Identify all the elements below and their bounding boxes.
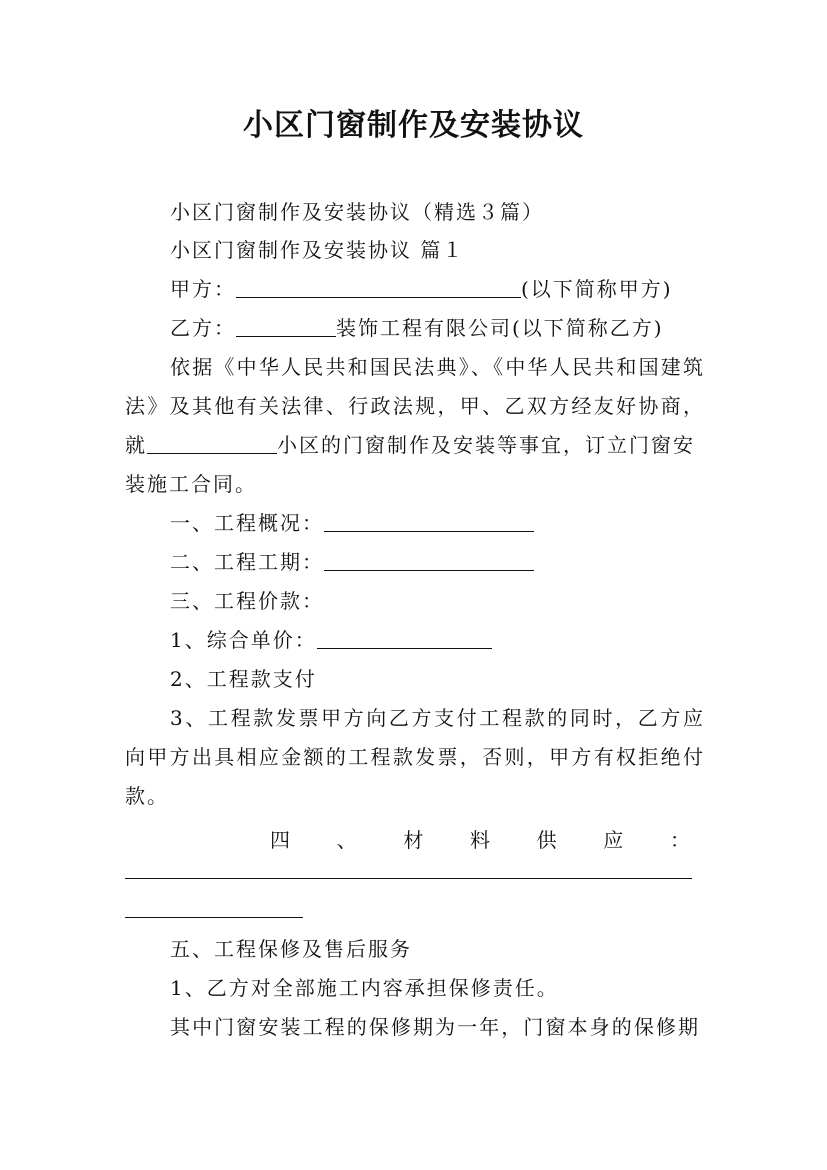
section-heading: 小区门窗制作及安装协议 篇１: [170, 238, 465, 262]
item-4-char: 供: [536, 828, 557, 852]
item-4-char: ：: [669, 828, 690, 852]
item-3-1-line: [170, 628, 705, 652]
intro-line-3: [125, 433, 705, 457]
intro-line-2: 法》及其他有关法律、行政法规，甲、乙双方经友好协商，: [125, 394, 705, 418]
party-b-label: 乙方：: [170, 316, 236, 340]
item-4-blank-line-2: [125, 917, 303, 918]
item-3-heading: 三、工程价款：: [170, 589, 324, 613]
party-a-suffix: (以下简称甲方): [521, 277, 673, 301]
item-5-1: 1、乙方对全部施工内容承担保修责任。: [170, 976, 559, 1000]
item-3-1-label: 1、综合单价：: [170, 628, 317, 652]
item-4-char: 材: [403, 828, 424, 852]
item-4-char: 应: [603, 828, 624, 852]
party-a-line: [170, 277, 705, 301]
document-title: 小区门窗制作及安装协议: [243, 108, 584, 143]
party-a-blank: [236, 277, 521, 298]
item-5-2: 其中门窗安装工程的保修期为一年，门窗本身的保修期: [170, 1015, 700, 1039]
item-3-3-line-2: 向甲方出具相应金额的工程款发票，否则，甲方有权拒绝付: [125, 745, 705, 769]
item-3-1-blank: [317, 628, 492, 649]
intro-line-4: 装施工合同。: [125, 472, 257, 496]
item-4-heading: [170, 824, 690, 853]
item-2-blank: [324, 550, 534, 571]
item-2-label: 二、工程工期：: [170, 550, 324, 574]
party-b-blank: [236, 316, 336, 337]
intro-line-3-suffix: 小区的门窗制作及安装等事宜，订立门窗安: [277, 433, 695, 457]
item-3-3-line-3: 款。: [125, 784, 169, 808]
intro-line-3-prefix: 就: [125, 433, 147, 457]
item-4-blank-line-1: [125, 878, 692, 879]
item-1-blank: [324, 511, 534, 532]
subtitle: 小区门窗制作及安装协议（精选３篇）: [170, 200, 544, 224]
item-3-2: 2、工程款支付: [170, 667, 317, 691]
item-5-heading: 五、工程保修及售后服务: [170, 937, 412, 961]
item-3-3-line-1: 3、工程款发票甲方向乙方支付工程款的同时，乙方应: [170, 706, 705, 730]
party-a-label: 甲方：: [170, 277, 236, 301]
item-2-line: [170, 550, 705, 574]
item-1-label: 一、工程概况：: [170, 511, 324, 535]
party-b-suffix: 装饰工程有限公司(以下简称乙方): [336, 316, 664, 340]
item-1-line: [170, 511, 705, 535]
intro-line-1: 依据《中华人民共和国民法典》、《中华人民共和国建筑: [170, 355, 705, 379]
item-4-char: 料: [469, 828, 490, 852]
party-b-line: [170, 316, 705, 340]
item-4-char: 、: [336, 828, 357, 852]
item-4-char: 四: [270, 828, 290, 852]
project-name-blank: [147, 433, 277, 454]
